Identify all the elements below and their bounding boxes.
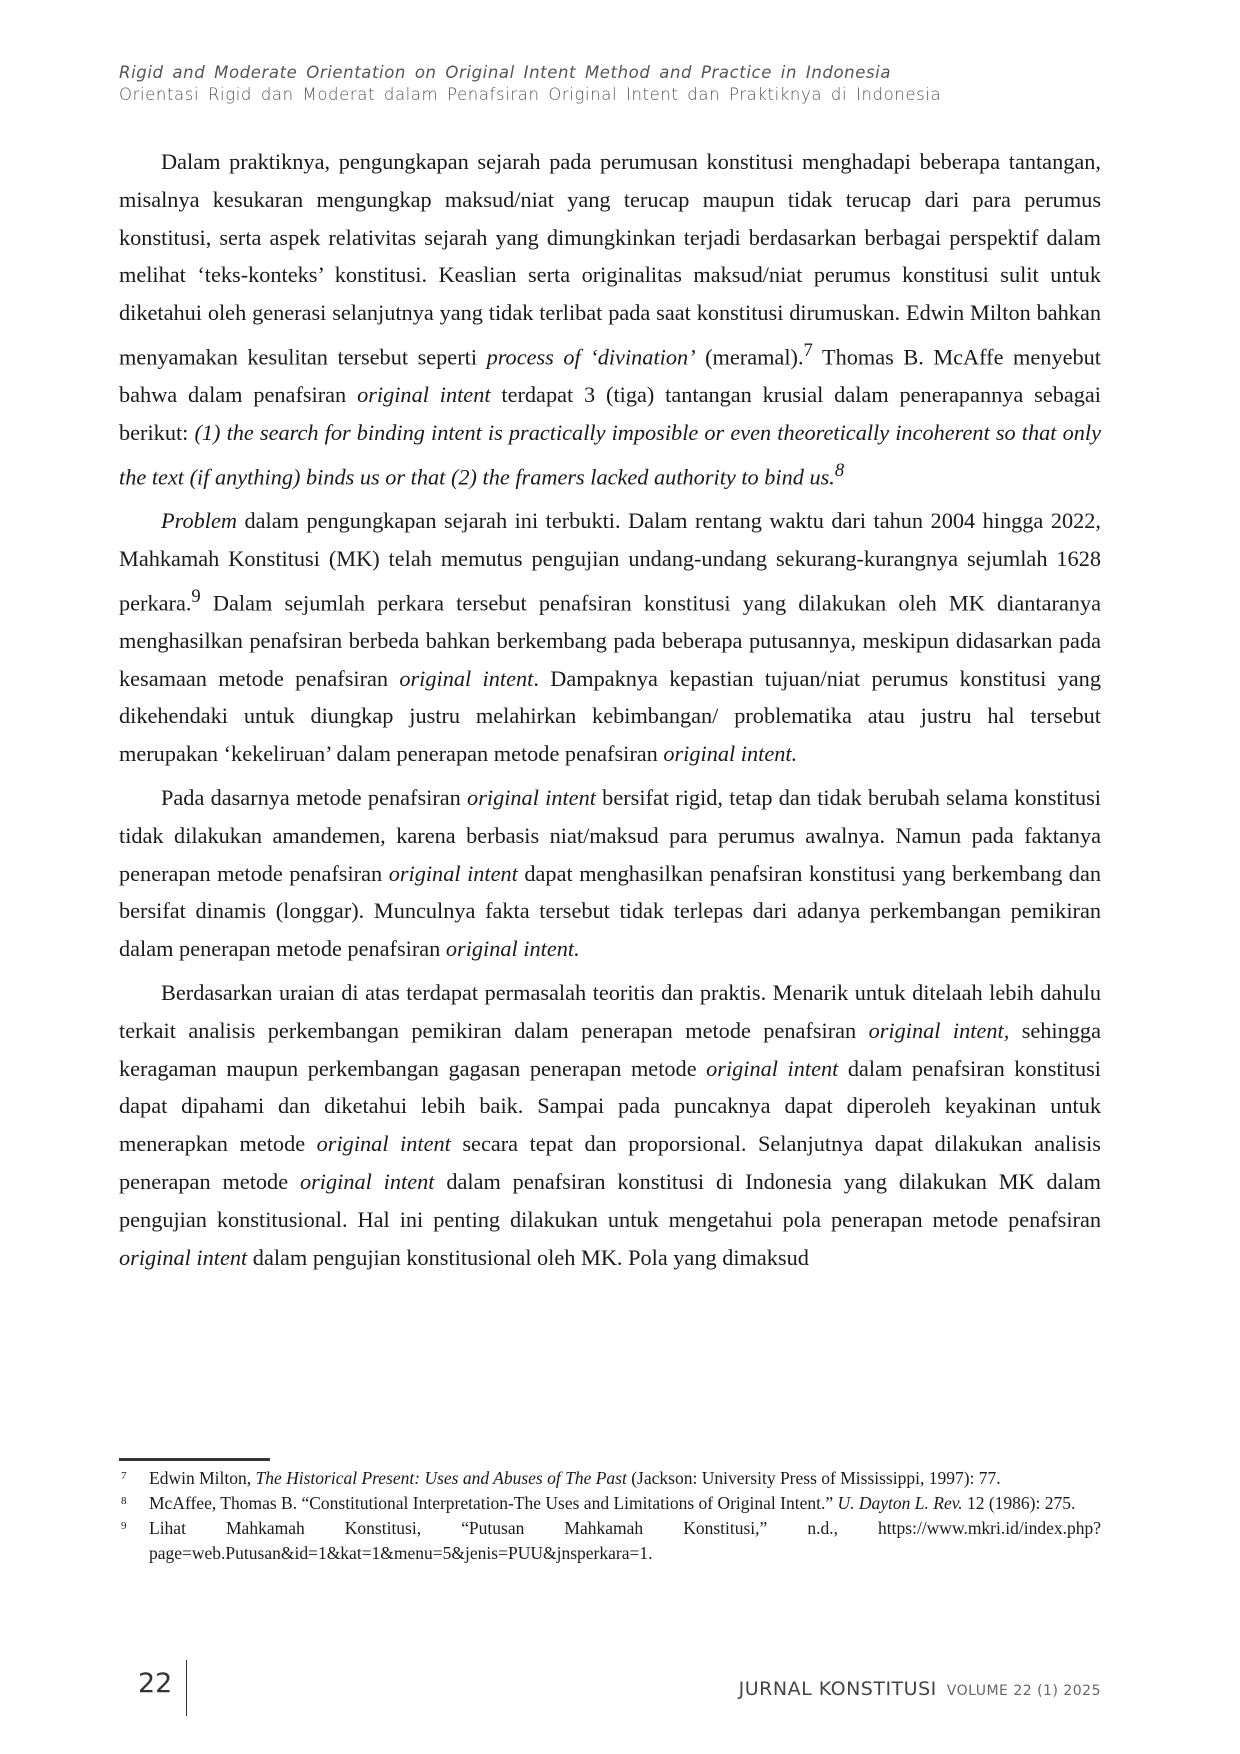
italic-text: original intent. (663, 741, 798, 767)
text-run: Berdasarkan uraian di atas terdapat permasalah teoritis dan praktis. Menarik untuk ditelaah lebih dahulu terkait analisis perkembangan pemikiran dalam penerapan metode penafsiran (119, 980, 1101, 1043)
footnote-number: 8 (121, 1495, 127, 1507)
paragraph (119, 974, 1101, 1276)
footnote (119, 1466, 1101, 1491)
footnote-reference: 7 (803, 339, 813, 361)
journal-name: JURNAL KONSTITUSI (738, 1678, 937, 1700)
footnote-reference: 8 (834, 459, 845, 481)
header-title-indonesian: Orientasi Rigid dan Moderat dalam Penafsiran Original Intent dan Praktiknya di Indonesia (119, 85, 942, 104)
footnote (119, 1516, 1101, 1566)
footnote-number: 9 (121, 1520, 127, 1532)
text-run: Edwin Milton, (149, 1468, 256, 1488)
header-title-english: Rigid and Moderate Orientation on Original Intent Method and Practice in Indonesia (119, 63, 892, 82)
running-header (119, 62, 941, 106)
page-number: 22 (138, 1668, 173, 1699)
italic-text: (1) the search for binding intent is practically imposible or even theoretically incoherent so that only the text (if anything) binds us or that (2) the framers lacked authority to bind us. (119, 420, 1101, 490)
text-run: McAffee, Thomas B. “Constitutional Interpretation-The Uses and Limitations of Original Intent.” (149, 1493, 838, 1513)
italic-text: original intent (706, 1055, 839, 1081)
text-run: bersifat rigid, tetap dan tidak berubah selama konstitusi tidak dilakukan amandemen, karena berbasis niat/maksud para perumus awalnya. Namun pada faktanya penerapan metode penafsiran (119, 785, 1101, 886)
italic-text: original intent (388, 860, 518, 886)
footnotes (119, 1466, 1101, 1566)
italic-text: Problem (161, 508, 237, 534)
italic-text: original intent (357, 382, 491, 408)
italic-text: original intent (119, 1244, 248, 1270)
italic-text: original intent (467, 785, 596, 811)
text-run: dalam pengujian konstitusional oleh MK. Pola yang dimaksud (247, 1244, 809, 1270)
text-run: Dalam praktiknya, pengungkapan sejarah pada perumusan konstitusi menghadapi beberapa tantangan, misalnya kesukaran mengungkap maksud/niat yang terucap maupun tidak terucap dari para perumus konstitusi, serta aspek relativitas sejarah yang dimungkinkan terjadi berdasarkan berbagai perspektif dalam melihat ‘teks-konteks’ konstitusi. Keaslian serta originalitas maksud/niat perumus konstitusi sulit untuk diketahui oleh generasi selanjutnya yang tidak terlibat pada saat konstitusi dirumuskan. Edwin Milton bahkan menyamakan kesulitan tersebut seperti (119, 149, 1101, 370)
text-run: (Jackson: University Press of Mississippi, 1997): 77. (626, 1468, 1001, 1488)
footnote-number: 7 (121, 1470, 127, 1482)
paragraph (119, 143, 1101, 496)
body-text (119, 143, 1101, 1282)
footnote (119, 1491, 1101, 1516)
journal-footer (739, 1678, 1101, 1700)
footnote-reference: 9 (191, 585, 201, 607)
italic-text: original intent (316, 1131, 451, 1157)
italic-text: U. Dayton L. Rev. (837, 1493, 963, 1513)
italic-text: The Historical Present: Uses and Abuses of The Past (255, 1468, 627, 1488)
italic-text: original intent (299, 1168, 435, 1194)
italic-text: original intent (399, 665, 534, 691)
text-run: sehingga keragaman maupun perkembangan gagasan penerapan metode (119, 1017, 1101, 1081)
text-run: dalam penafsiran konstitusi dapat dipahami dan diketahui lebih baik. Sampai pada puncaknya dapat diperoleh keyakinan untuk menerapkan metode (119, 1055, 1101, 1157)
text-run: secara tepat dan proporsional. Selanjutnya dapat dilakukan analisis penerapan metode (119, 1131, 1101, 1194)
text-run: terdapat 3 (tiga) tantangan krusial dalam penerapannya sebagai berikut: (119, 382, 1101, 445)
journal-volume: VOLUME 22 (1) 2025 (946, 1683, 1101, 1699)
text-run: Thomas B. McAffe menyebut bahwa dalam penafsiran (119, 344, 1101, 408)
paragraph (119, 502, 1101, 773)
text-run: Pada dasarnya metode penafsiran (161, 785, 468, 811)
paragraph (119, 779, 1101, 968)
text-run: dapat menghasilkan penafsiran konstitusi yang berkembang dan bersifat dinamis (longgar). Munculnya fakta tersebut tidak terlepas dari adanya perkembangan pemikiran dalam penerapan metode penafsiran (119, 860, 1102, 962)
italic-text: original intent. (445, 936, 580, 962)
footnote-divider (119, 1458, 270, 1461)
italic-text: original intent, (868, 1017, 1010, 1043)
text-run: 12 (1986): 275. (962, 1493, 1076, 1513)
page-number-divider (186, 1660, 187, 1716)
text-run: Lihat Mahkamah Konstitusi, “Putusan Mahkamah Konstitusi,” n.d., https://www.mkri.id/index.php?page=web.Putusan&id=1&kat=1&menu=5&jenis=PUU&jnsperkara=1. (149, 1518, 1101, 1563)
italic-text: process of ‘divination’ (486, 344, 696, 370)
text-run: . Dampaknya kepastian tujuan/niat perumus konstitusi yang dikehendaki untuk diungkap justru melahirkan kebimbangan/ problematika atau justru hal tersebut merupakan ‘kekeliruan’ dalam penerapan metode penafsiran (119, 665, 1101, 767)
text-run: Dalam sejumlah perkara tersebut penafsiran konstitusi yang dilakukan oleh MK diantaranya menghasilkan penafsiran berbeda bahkan berkembang pada beberapa putusannya, meskipun didasarkan pada kesamaan metode penafsiran (119, 590, 1101, 691)
text-run: dalam penafsiran konstitusi di Indonesia yang dilakukan MK dalam pengujian konstitusional. Hal ini penting dilakukan untuk mengetahui pola penerapan metode penafsiran (119, 1168, 1101, 1232)
text-run: dalam pengungkapan sejarah ini terbukti. Dalam rentang waktu dari tahun 2004 hingga 2022, Mahkamah Konstitusi (MK) telah memutus pengujian undang-undang sekurang-kurangnya sejumlah 1628 perkara. (119, 508, 1101, 616)
text-run: (meramal). (695, 344, 804, 370)
